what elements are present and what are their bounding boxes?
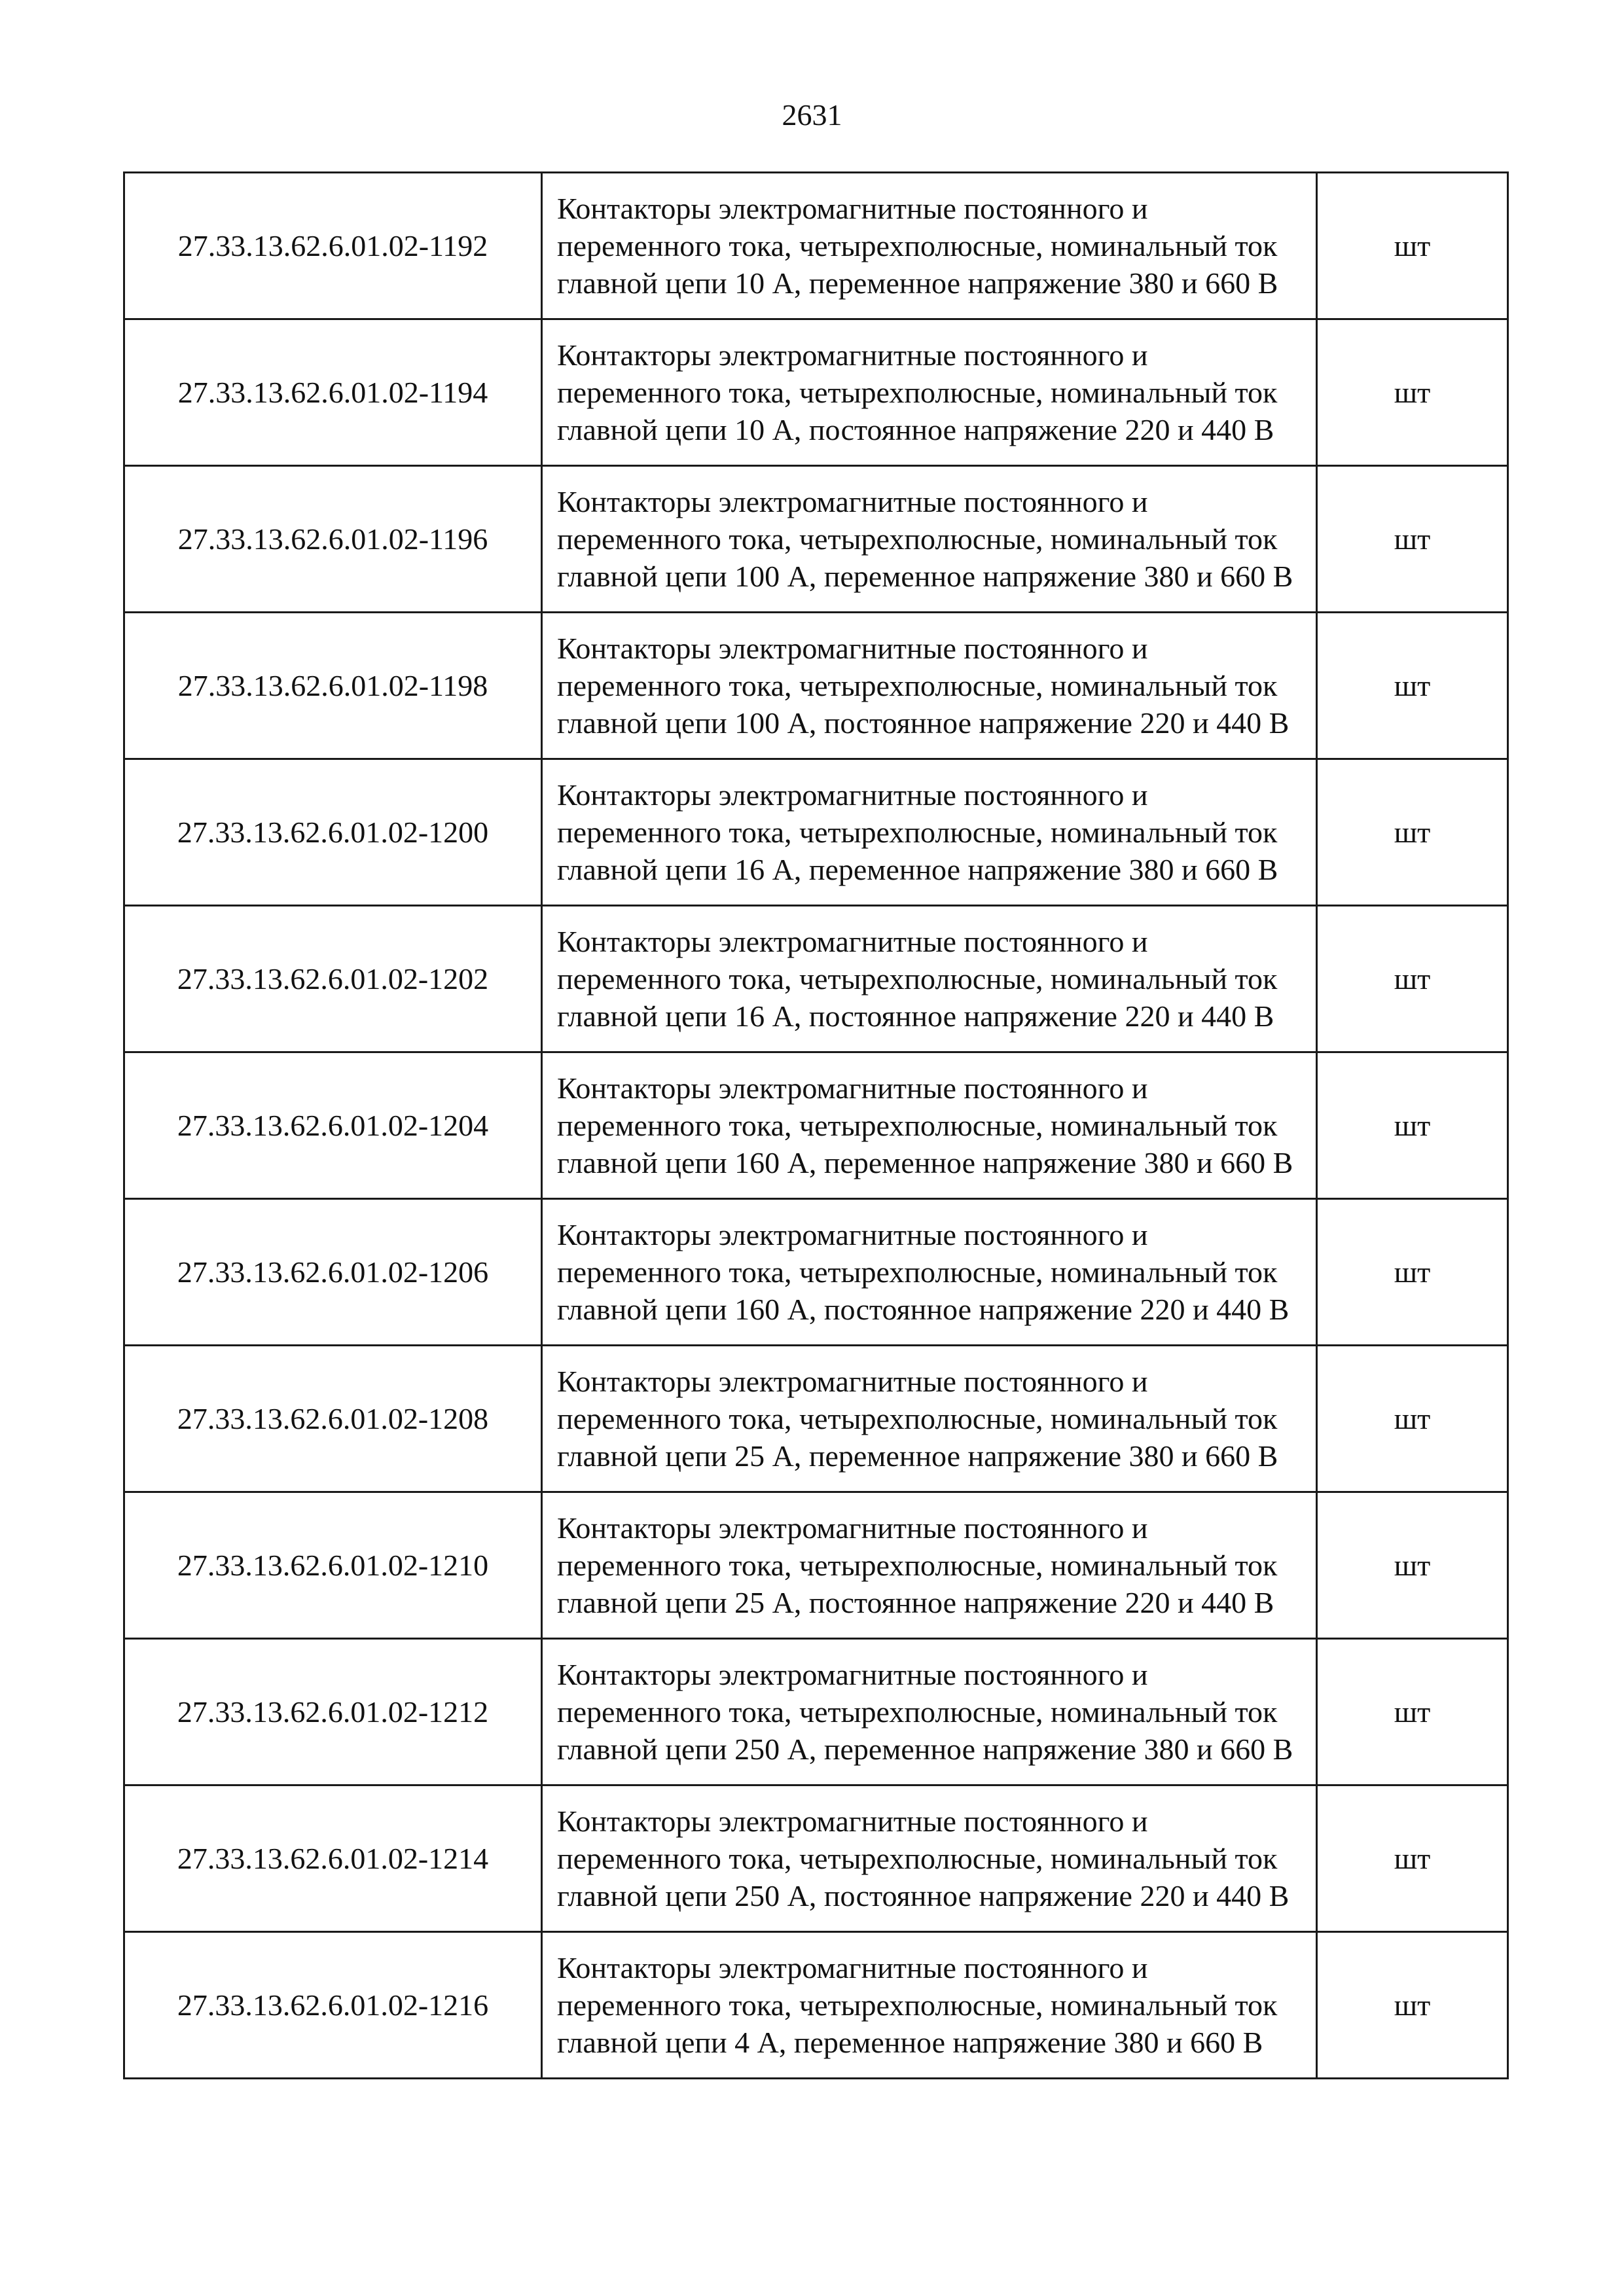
resource-code: 27.33.13.62.6.01.02-1204: [124, 1052, 542, 1199]
resource-description: Контакторы электромагнитные постоянного и переменного тока, четырехполюсные, номинальный ток главной цепи 250 А, постоянное напряжение 220 и 440 В: [542, 1785, 1317, 1932]
resource-description: Контакторы электромагнитные постоянного и переменного тока, четырехполюсные, номинальный ток главной цепи 100 А, переменное напряжение 380 и 660 В: [542, 466, 1317, 613]
table-row: [124, 466, 1508, 613]
resource-description: Контакторы электромагнитные постоянного и переменного тока, четырехполюсные, номинальный ток главной цепи 25 А, переменное напряжение 380 и 660 В: [542, 1346, 1317, 1492]
resource-code: 27.33.13.62.6.01.02-1210: [124, 1492, 542, 1639]
resource-description: Контакторы электромагнитные постоянного и переменного тока, четырехполюсные, номинальный ток главной цепи 16 А, постоянное напряжение 220 и 440 В: [542, 906, 1317, 1052]
table-row: [124, 1932, 1508, 2079]
resource-code: 27.33.13.62.6.01.02-1208: [124, 1346, 542, 1492]
table-row: [124, 1639, 1508, 1785]
resource-code: 27.33.13.62.6.01.02-1206: [124, 1199, 542, 1346]
resource-unit: шт: [1317, 613, 1508, 759]
resource-unit: шт: [1317, 1052, 1508, 1199]
resource-unit: шт: [1317, 1785, 1508, 1932]
resource-code: 27.33.13.62.6.01.02-1216: [124, 1932, 542, 2079]
resource-unit: шт: [1317, 1199, 1508, 1346]
resource-code: 27.33.13.62.6.01.02-1192: [124, 173, 542, 319]
page-number: 2631: [782, 98, 842, 132]
resource-code: 27.33.13.62.6.01.02-1202: [124, 906, 542, 1052]
table-row: [124, 906, 1508, 1052]
table-row: [124, 1052, 1508, 1199]
table-row: [124, 319, 1508, 466]
resource-table: [123, 171, 1509, 2079]
resource-code: 27.33.13.62.6.01.02-1196: [124, 466, 542, 613]
resource-description: Контакторы электромагнитные постоянного и переменного тока, четырехполюсные, номинальный ток главной цепи 25 А, постоянное напряжение 220 и 440 В: [542, 1492, 1317, 1639]
resource-unit: шт: [1317, 466, 1508, 613]
resource-unit: шт: [1317, 1346, 1508, 1492]
resource-description: Контакторы электромагнитные постоянного и переменного тока, четырехполюсные, номинальный ток главной цепи 250 А, переменное напряжение 380 и 660 В: [542, 1639, 1317, 1785]
resource-unit: шт: [1317, 1932, 1508, 2079]
resource-description: Контакторы электромагнитные постоянного и переменного тока, четырехполюсные, номинальный ток главной цепи 16 А, переменное напряжение 380 и 660 В: [542, 759, 1317, 906]
table-row: [124, 1492, 1508, 1639]
table-row: [124, 759, 1508, 906]
resource-description: Контакторы электромагнитные постоянного и переменного тока, четырехполюсные, номинальный ток главной цепи 160 А, постоянное напряжение 220 и 440 В: [542, 1199, 1317, 1346]
table-row: [124, 1346, 1508, 1492]
resource-description: Контакторы электромагнитные постоянного и переменного тока, четырехполюсные, номинальный ток главной цепи 160 А, переменное напряжение 380 и 660 В: [542, 1052, 1317, 1199]
resource-unit: шт: [1317, 1492, 1508, 1639]
resource-description: Контакторы электромагнитные постоянного и переменного тока, четырехполюсные, номинальный ток главной цепи 10 А, переменное напряжение 380 и 660 В: [542, 173, 1317, 319]
resource-description: Контакторы электромагнитные постоянного и переменного тока, четырехполюсные, номинальный ток главной цепи 10 А, постоянное напряжение 220 и 440 В: [542, 319, 1317, 466]
table-row: [124, 1199, 1508, 1346]
table-row: [124, 613, 1508, 759]
resource-unit: шт: [1317, 319, 1508, 466]
resource-unit: шт: [1317, 173, 1508, 319]
table-row: [124, 173, 1508, 319]
resource-code: 27.33.13.62.6.01.02-1212: [124, 1639, 542, 1785]
resource-unit: шт: [1317, 759, 1508, 906]
resource-description: Контакторы электромагнитные постоянного и переменного тока, четырехполюсные, номинальный ток главной цепи 4 А, переменное напряжение 380 и 660 В: [542, 1932, 1317, 2079]
resource-unit: шт: [1317, 906, 1508, 1052]
resource-code: 27.33.13.62.6.01.02-1200: [124, 759, 542, 906]
resource-code: 27.33.13.62.6.01.02-1214: [124, 1785, 542, 1932]
table-row: [124, 1785, 1508, 1932]
resource-code: 27.33.13.62.6.01.02-1198: [124, 613, 542, 759]
resource-unit: шт: [1317, 1639, 1508, 1785]
resource-code: 27.33.13.62.6.01.02-1194: [124, 319, 542, 466]
resource-description: Контакторы электромагнитные постоянного и переменного тока, четырехполюсные, номинальный ток главной цепи 100 А, постоянное напряжение 220 и 440 В: [542, 613, 1317, 759]
